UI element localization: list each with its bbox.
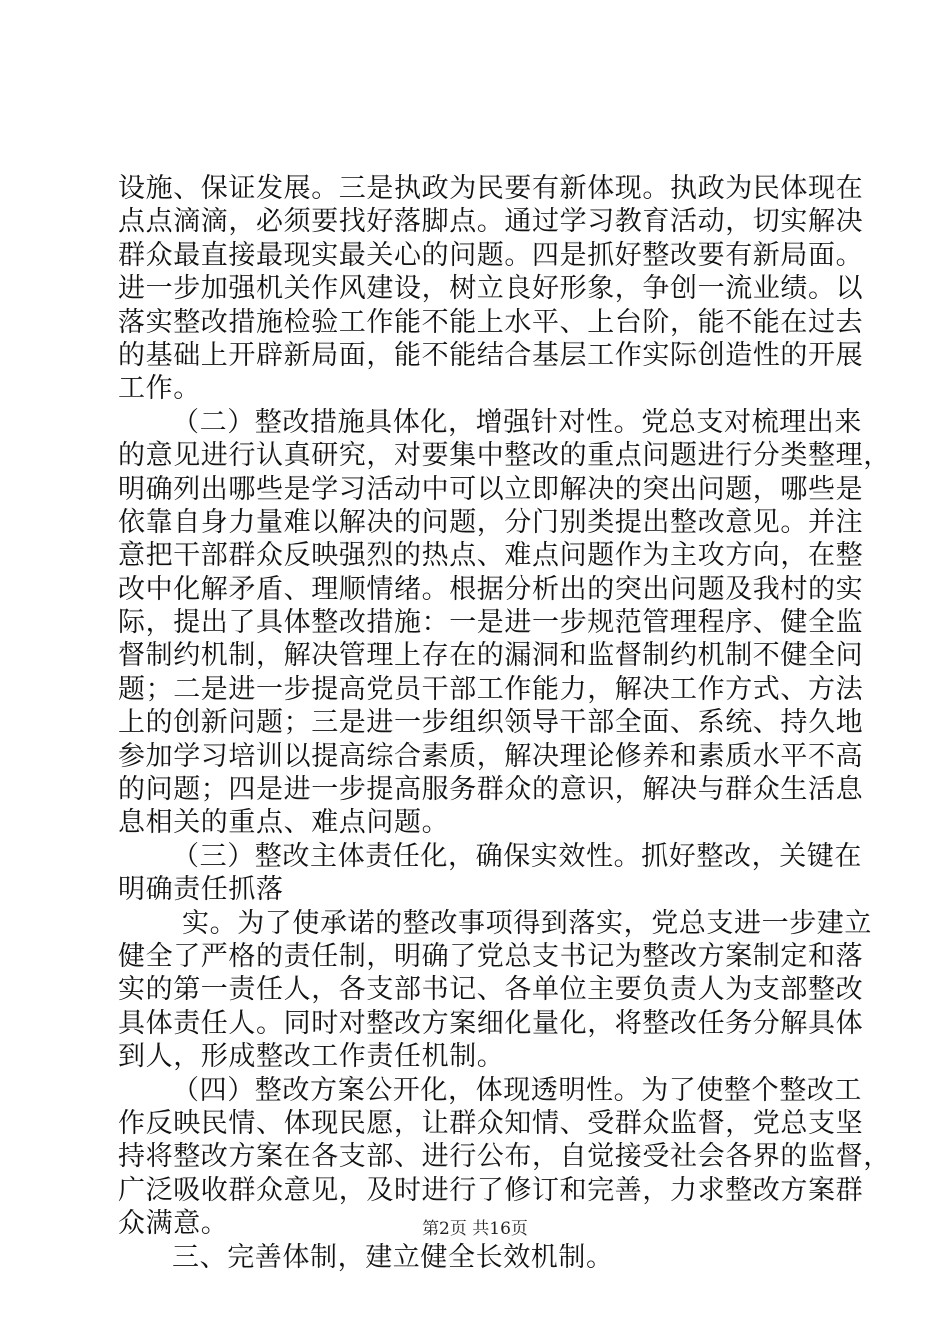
text-line: 的问题；四是进一步提高服务群众的意识，解决与群众生活息 xyxy=(118,774,864,806)
text-line: 工作。 xyxy=(118,373,201,405)
text-line: 设施、保证发展。三是执政为民要有新体现。执政为民体现在 xyxy=(118,173,864,204)
text-line: 的意见进行认真研究，对要集中整改的重点问题进行分类整理， xyxy=(118,440,891,472)
text-line: 意把干部群众反映强烈的热点、难点问题作为主攻方向，在整 xyxy=(118,540,864,572)
text-line: 改中化解矛盾、理顺情绪。根据分析出的突出问题及我村的实 xyxy=(118,573,864,605)
text-line: 具体责任人。同时对整改方案细化量化，将整改任务分解具体 xyxy=(118,1007,864,1039)
section-heading-line: （四）整改方案公开化，体现透明性。为了使整个整改工 xyxy=(172,1074,862,1106)
text-line: 上的创新问题；三是进一步组织领导干部全面、系统、持久地 xyxy=(118,707,864,739)
text-line: 众满意。 xyxy=(118,1208,229,1240)
text-line: 健全了严格的责任制，明确了党总支书记为整改方案制定和落 xyxy=(118,940,864,972)
document-body xyxy=(118,172,891,1274)
text-line: 到人，形成整改工作责任机制。 xyxy=(118,1041,505,1073)
section-heading-line: 三、完善体制，建立健全长效机制。 xyxy=(172,1241,614,1273)
page-number-footer: 第2页 共16页 xyxy=(422,1219,528,1239)
text-line: 作反映民情、体现民愿，让群众知情、受群众监督，党总支坚 xyxy=(118,1107,864,1139)
text-line: 群众最直接最现实最关心的问题。四是抓好整改要有新局面。 xyxy=(118,239,864,271)
text-line: 广泛吸收群众意见，及时进行了修订和完善，力求整改方案群 xyxy=(118,1174,864,1206)
text-line: 督制约机制，解决管理上存在的漏洞和监督制约机制不健全问 xyxy=(118,640,864,672)
text-line: 明确列出哪些是学习活动中可以立即解决的突出问题，哪些是 xyxy=(118,473,864,505)
text-line: 参加学习培训以提高综合素质，解决理论修养和素质水平不高 xyxy=(118,740,864,772)
text-line: 实。为了使承诺的整改事项得到落实，党总支进一步建立 xyxy=(182,907,872,939)
text-line: 依靠自身力量难以解决的问题，分门别类提出整改意见。并注 xyxy=(118,506,864,538)
text-line: 明确责任抓落 xyxy=(118,874,284,906)
text-line: 持将整改方案在各支部、进行公布，自觉接受社会各界的监督， xyxy=(118,1141,891,1173)
section-heading-line: （二）整改措施具体化，增强针对性。党总支对梳理出来 xyxy=(172,406,862,438)
text-line: 实的第一责任人，各支部书记、各单位主要负责人为支部整改 xyxy=(118,974,864,1006)
text-line: 息相关的重点、难点问题。 xyxy=(118,807,450,839)
text-line: 题；二是进一步提高党员干部工作能力，解决工作方式、方法 xyxy=(118,673,864,705)
text-line: 进一步加强机关作风建设，树立良好形象，争创一流业绩。以 xyxy=(118,273,864,305)
text-line: 点点滴滴，必须要找好落脚点。通过学习教育活动，切实解决 xyxy=(118,206,864,238)
text-line: 落实整改措施检验工作能不能上水平、上台阶，能不能在过去 xyxy=(118,306,864,338)
section-heading-line: （三）整改主体责任化，确保实效性。抓好整改，关键在 xyxy=(172,840,862,872)
text-line: 际，提出了具体整改措施：一是进一步规范管理程序、健全监 xyxy=(118,607,864,639)
text-line: 的基础上开辟新局面，能不能结合基层工作实际创造性的开展 xyxy=(118,339,864,371)
